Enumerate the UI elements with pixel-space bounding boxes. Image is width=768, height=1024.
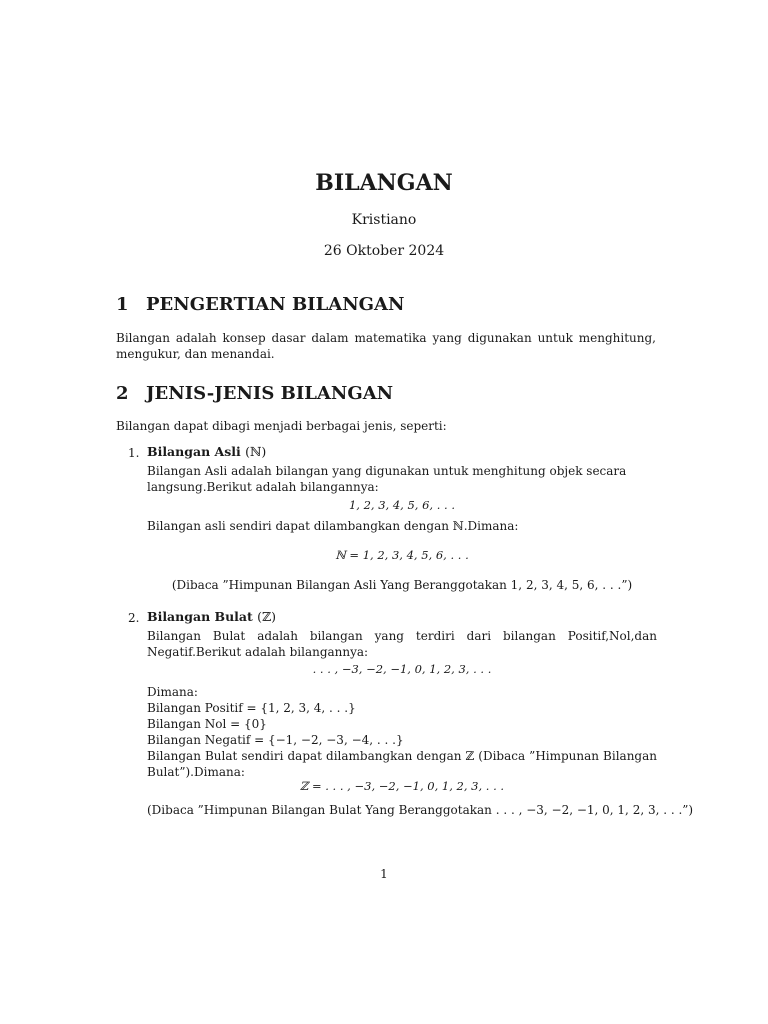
section-title: PENGERTIAN BILANGAN bbox=[146, 294, 405, 315]
section-title: JENIS-JENIS BILANGAN bbox=[146, 383, 394, 404]
reading-note: (Dibaca ”Himpunan Bilangan Asli Yang Beranggotakan 1, 2, 3, 4, 5, 6, . . .”) bbox=[171, 578, 633, 592]
section-2-intro: Bilangan dapat dibagi menjadi berbagai jenis, seperti: bbox=[116, 419, 447, 433]
section-heading-2 bbox=[116, 383, 393, 404]
section-1-paragraph: Bilangan adalah konsep dasar dalam matematika yang digunakan untuk menghitung, mengukur, dan menandai. bbox=[116, 331, 656, 361]
document-date: 26 Oktober 2024 bbox=[323, 243, 445, 259]
item-title: Bilangan Asli bbox=[147, 444, 241, 459]
text-line: Dimana: bbox=[147, 685, 198, 699]
document-author: Kristiano bbox=[351, 212, 417, 228]
number-sequence: 1, 2, 3, 4, 5, 6, . . . bbox=[348, 498, 456, 512]
notation-text: Bilangan asli sendiri dapat dilambangkan dengan ℕ.Dimana: bbox=[147, 519, 519, 533]
list-item-heading bbox=[147, 444, 266, 459]
item-description: Bilangan Bulat adalah bilangan yang terdiri dari bilangan Positif,Nol,dan Negatif.Berikut adalah bilangannya: bbox=[147, 629, 657, 659]
text-line: Bilangan Negatif = {−1, −2, −3, −4, . . .} bbox=[147, 733, 404, 747]
number-sequence: . . . , −3, −2, −1, 0, 1, 2, 3, . . . bbox=[312, 662, 492, 676]
page-number: 1 bbox=[380, 867, 388, 881]
set-definition: ℤ = . . . , −3, −2, −1, 0, 1, 2, 3, . . . bbox=[299, 779, 505, 793]
section-heading-1 bbox=[116, 294, 404, 315]
item-title: Bilangan Bulat bbox=[147, 609, 253, 624]
text-line: Bilangan Positif = {1, 2, 3, 4, . . .} bbox=[147, 701, 356, 715]
set-definition: ℕ = 1, 2, 3, 4, 5, 6, . . . bbox=[335, 548, 469, 562]
item-description: Bilangan Asli adalah bilangan yang digunakan untuk menghitung objek secara langsung.Berikut adalah bilangannya: bbox=[147, 464, 627, 494]
list-item-marker: 1. bbox=[128, 446, 140, 460]
notation-text: Bilangan Bulat sendiri dapat dilambangkan dengan ℤ (Dibaca ”Himpunan Bilangan Bulat”).Dimana: bbox=[147, 749, 657, 779]
section-number: 2 bbox=[116, 383, 129, 404]
text-line: Bilangan Nol = {0} bbox=[147, 717, 267, 731]
natural-number-symbol: (ℕ) bbox=[245, 444, 267, 459]
reading-note: (Dibaca ”Himpunan Bilangan Bulat Yang Beranggotakan . . . , −3, −2, −1, 0, 1, 2, 3, . . .”) bbox=[147, 803, 694, 817]
integer-symbol: (ℤ) bbox=[257, 609, 277, 624]
document-title: BILANGAN bbox=[315, 170, 453, 196]
section-number: 1 bbox=[116, 294, 129, 315]
list-item-marker: 2. bbox=[128, 611, 140, 625]
list-item-heading bbox=[147, 609, 276, 624]
